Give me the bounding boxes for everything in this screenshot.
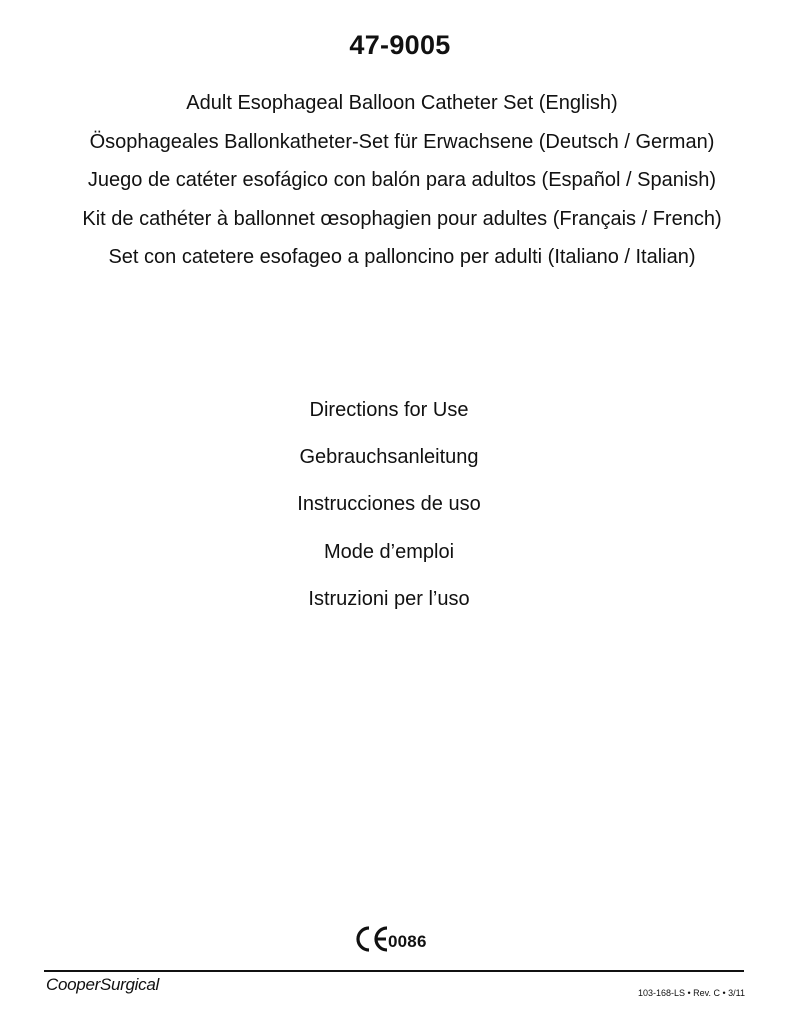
product-title-spanish: Juego de catéter esofágico con balón para adultos (Español / Spanish) [87, 169, 717, 191]
document-revision-code: 103-168-LS • Rev. C • 3/11 [637, 988, 745, 998]
product-title-english: Adult Esophageal Balloon Catheter Set (English) [186, 92, 618, 114]
directions-italian: Istruzioni per l’uso [308, 587, 470, 610]
directions-spanish: Instrucciones de uso [297, 493, 481, 516]
product-title-italian: Set con catetere esofageo a palloncino per adulti (Italiano / Italian) [108, 246, 696, 268]
product-title-german: Ösophageales Ballonkatheter-Set für Erwachsene (Deutsch / German) [89, 130, 715, 153]
product-title-list [0, 88, 791, 281]
ce-notified-body-number: 0086 [388, 932, 427, 951]
footer-divider [44, 970, 744, 972]
directions-english: Directions for Use [309, 399, 469, 421]
directions-german: Gebrauchsanleitung [299, 446, 479, 469]
product-number: 47-9005 [349, 30, 451, 60]
directions-french: Mode d’emploi [323, 540, 455, 563]
coopersurgical-logo: CooperSurgical [46, 975, 159, 994]
product-title-french: Kit de cathéter à ballonnet œsophagien pour adultes (Français / French) [82, 207, 722, 230]
directions-for-use-list [0, 395, 778, 631]
